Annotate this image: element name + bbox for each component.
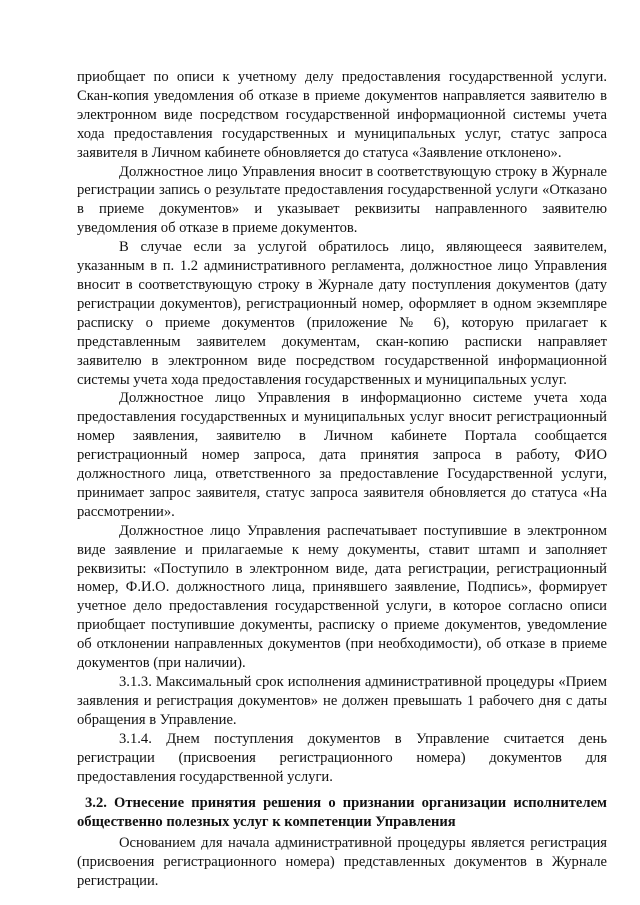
document-page	[77, 68, 607, 891]
paragraph-1: приобщает по описи к учетному делу предоставления государственной услуги. Скан-копия уведомления об отказе в приеме документов направляется заявителю в электронном виде посредством государственной информационной системы учета хода предоставления государственных и муниципальных услуг, статус запроса заявителя в Личном кабинете обновляется до статуса «Заявление отклонено».	[77, 69, 607, 161]
paragraph-2: Должностное лицо Управления вносит в соответствующую строку в Журнале регистрации запись о результате предоставления государственной услуги «Отказано в приеме документов» и указывает реквизиты направленного заявителю уведомления об отказе в приеме документов.	[77, 163, 607, 237]
paragraph-4: Должностное лицо Управления в информационно системе учета хода предоставления государственных и муниципальных услуг вносит регистрационный номер заявления, заявителю в Личном кабинете Портала сообщается регистрационный номер запроса, дата принятия запроса в работу, ФИО должностного лица, ответственного за предоставление Государственной услуги, принимает запрос заявителя, статус запроса заявителя обновляется до статуса «На рассмотрении».	[77, 390, 607, 520]
section-heading: 3.2. Отнесение принятия решения о признании организации исполнителем общественно полезных услуг к компетенции Управления	[77, 795, 607, 831]
paragraph-3: В случае если за услугой обратилось лицо, являющееся заявителем, указанным в п. 1.2 административного регламента, должностное лицо Управления вносит в соответствующую строку в Журнале дату поступления документов (дату регистрации документов), регистрационный номер, оформляет в одном экземпляре расписку о приеме документов (приложение № 6), которую прилагает к представленным заявителем документам, скан-копию расписки направляет заявителю в электронном виде посредством государственной информационной системы учета хода предоставления государственных и муниципальных услуг.	[77, 239, 607, 388]
paragraph-8: Основанием для начала административной процедуры является регистрация (присвоения регистрационного номера) представленных документов в Журнале регистрации.	[77, 835, 607, 890]
paragraph-5: Должностное лицо Управления распечатывает поступившие в электронном виде заявление и прилагаемые к нему документы, ставит штамп и заполняет реквизиты: «Поступило в электронном виде, дата регистрации, регистрационный номер, Ф.И.О. должностного лица, принявшего заявление, Подпись», формирует учетное дело предоставления государственной услуги, в которое согласно описи приобщает поступившие документы, расписку о приеме документов, уведомление об отклонении направленных документов (при необходимости), об отказе в приеме документов (при наличии).	[77, 522, 607, 672]
paragraph-7: 3.1.4. Днем поступления документов в Управление считается день регистрации (присвоения регистрационного номера) документов для предоставления государственной услуги.	[77, 730, 607, 785]
paragraph-6: 3.1.3. Максимальный срок исполнения административной процедуры «Прием заявления и регистрация документов» не должен превышать 1 рабочего дня с даты обращения в Управление.	[77, 674, 607, 728]
